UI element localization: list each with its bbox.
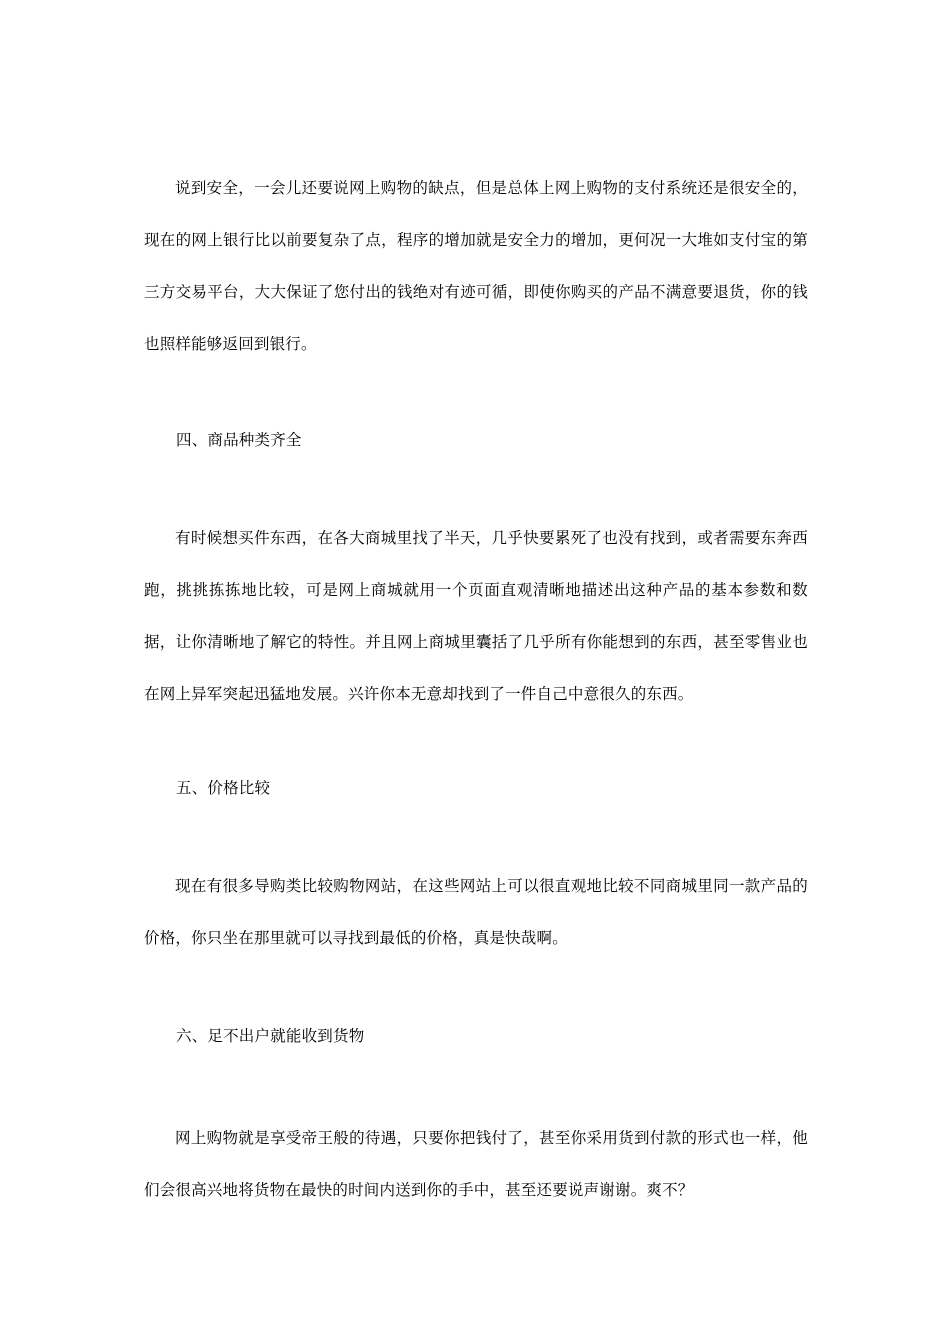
heading-price-comparison: 五、价格比较 bbox=[176, 779, 271, 797]
paragraph-security: 说到安全，一会儿还要说网上购物的缺点，但是总体上网上购物的支付系统还是很安全的，现在的网上银行比以前要复杂了点，程序的增加就是安全力的增加，更何况一大堆如支付宝的第三方交易平台，大大保证了您付出的钱绝对有迹可循，即使你购买的产品不满意要退货，你的钱也照样能够返回到银行。 bbox=[144, 179, 808, 353]
paragraph-home-delivery: 网上购物就是享受帝王般的待遇，只要你把钱付了，甚至你采用货到付款的形式也一样，他们会很高兴地将货物在最快的时间内送到你的手中，甚至还要说声谢谢。爽不？ bbox=[144, 1129, 808, 1199]
heading-product-variety: 四、商品种类齐全 bbox=[176, 431, 302, 449]
paragraph-price-comparison: 现在有很多导购类比较购物网站，在这些网站上可以很直观地比较不同商城里同一款产品的价格，你只坐在那里就可以寻找到最低的价格，真是快哉啊。 bbox=[144, 877, 808, 947]
heading-home-delivery: 六、足不出户就能收到货物 bbox=[176, 1027, 365, 1045]
paragraph-product-variety: 有时候想买件东西，在各大商城里找了半天，几乎快要累死了也没有找到，或者需要东奔西跑，挑挑拣拣地比较，可是网上商城就用一个页面直观清晰地描述出这种产品的基本参数和数据，让你清晰地了解它的特性。并且网上商城里囊括了几乎所有你能想到的东西，甚至零售业也在网上异军突起迅猛地发展。兴许你本无意却找到了一件自己中意很久的东西。 bbox=[144, 529, 808, 703]
